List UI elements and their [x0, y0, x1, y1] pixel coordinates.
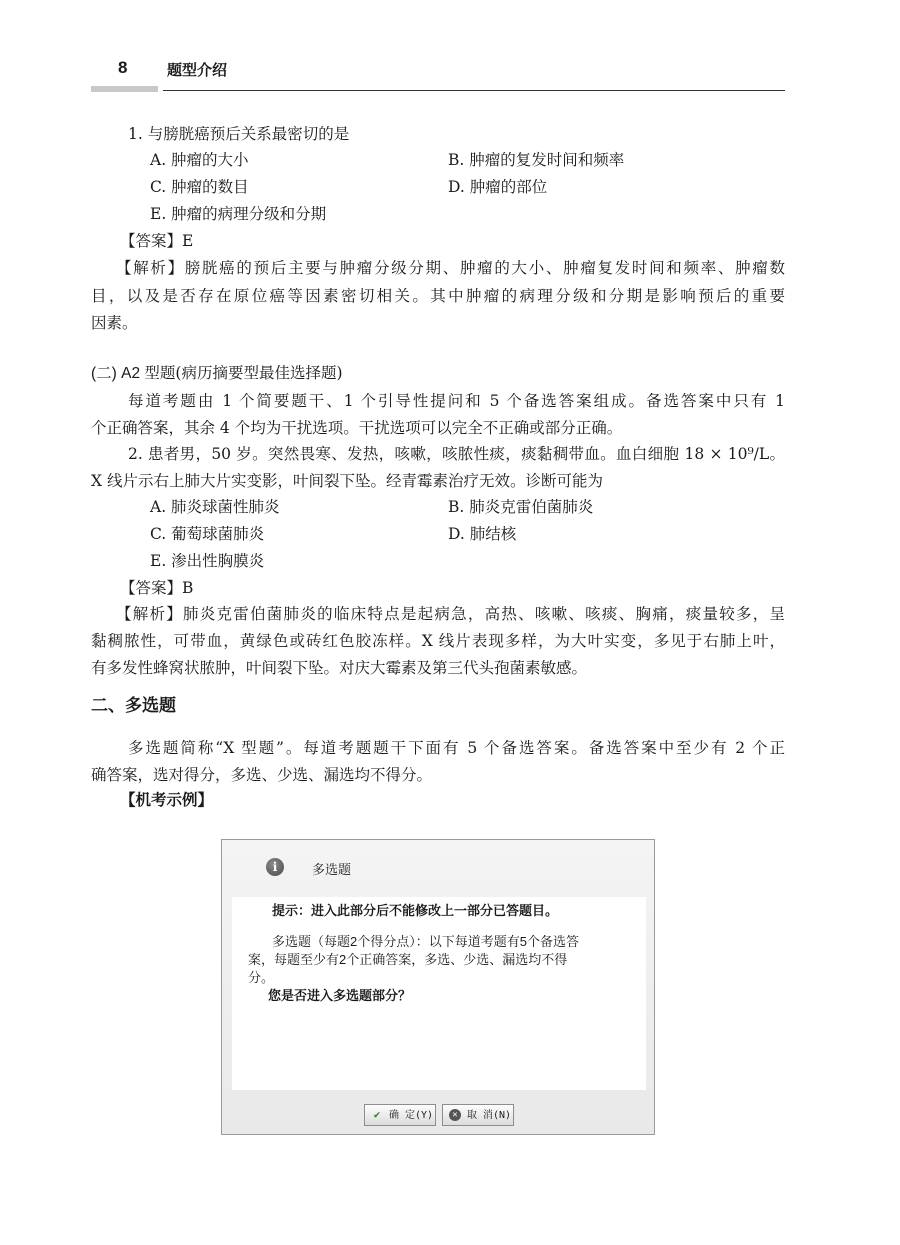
q1-analysis-line: 【解析】膀胱癌的预后主要与肿瘤分级分期、肿瘤的大小、肿瘤复发时间和频率、肿瘤数 [116, 259, 785, 277]
q1-option-d: D. 肿瘤的部位 [448, 178, 548, 196]
q2-option-a: A. 肺炎球菌性肺炎 [150, 498, 280, 516]
chapter-title: 题型介绍 [167, 62, 228, 79]
q1-analysis-line: 因素。 [91, 314, 138, 332]
cancel-icon: ✕ [449, 1109, 461, 1121]
dialog-desc-line: 多选题（每题2个得分点）：以下每道考题有5个备选答 [272, 934, 579, 949]
a2-heading-prefix: (二) A2 型题 [91, 365, 176, 382]
info-icon: i [266, 858, 284, 876]
a2-heading [91, 363, 343, 384]
check-icon: ✔ [373, 1108, 381, 1121]
q1-stem: 1. 与膀胱癌预后关系最密切的是 [128, 125, 350, 143]
a2-intro-line: 每道考题由 1 个简要题干、1 个引导性提问和 5 个备选答案组成。备选答案中只有 1 [128, 392, 785, 410]
section2-intro-line: 多选题简称“X 型题”。每道考题题干下面有 5 个备选答案。备选答案中至少有 2 个正 [128, 739, 785, 757]
cancel-button[interactable] [442, 1104, 514, 1126]
a2-heading-suffix: (病历摘要型最佳选择题) [175, 364, 343, 382]
q1-analysis-line: 目，以及是否存在原位癌等因素密切相关。其中肿瘤的病理分级和分期是影响预后的重要 [91, 287, 785, 305]
a2-intro-line: 个正确答案，其余 4 个均为干扰选项。干扰选项可以完全不正确或部分正确。 [91, 419, 623, 437]
q1-option-c: C. 肿瘤的数目 [150, 178, 249, 196]
dialog-body [232, 897, 646, 1090]
q2-option-d: D. 肺结核 [448, 525, 517, 543]
example-label: 【机考示例】 [120, 792, 214, 809]
q2-answer: 【答案】B [120, 579, 194, 597]
dialog-desc-line: 案，每题至少有2个正确答案，多选、少选、漏选均不得 [248, 952, 568, 967]
header-rule [163, 90, 785, 91]
q2-stem-line: 2. 患者男，50 岁。突然畏寒、发热，咳嗽，咳脓性痰，痰黏稠带血。血白细胞 18 × 10⁹/L。 [128, 445, 785, 463]
dialog-title: 多选题 [312, 862, 352, 877]
q2-analysis-line: 黏稠脓性，可带血，黄绿色或砖红色胶冻样。X 线片表现多样，为大叶实变，多见于右肺上叶， [91, 632, 785, 650]
q1-answer: 【答案】E [120, 232, 194, 250]
q1-option-a: A. 肿瘤的大小 [150, 151, 249, 169]
page-number: 8 [118, 58, 128, 77]
q2-analysis-line: 【解析】肺炎克雷伯菌肺炎的临床特点是起病急，高热、咳嗽、咳痰、胸痛，痰量较多，呈 [116, 605, 785, 623]
q1-option-e: E. 肿瘤的病理分级和分期 [150, 205, 327, 223]
q2-stem-line: X 线片示右上肺大片实变影，叶间裂下坠。经青霉素治疗无效。诊断可能为 [91, 472, 603, 490]
q1-option-b: B. 肿瘤的复发时间和频率 [448, 151, 625, 169]
q2-analysis-line: 有多发性蜂窝状脓肿，叶间裂下坠。对庆大霉素及第三代头孢菌素敏感。 [91, 659, 588, 677]
multi-select-dialog [221, 839, 655, 1135]
dialog-desc-line: 分。 [248, 970, 275, 985]
q2-option-c: C. 葡萄球菌肺炎 [150, 525, 265, 543]
header-bar [91, 86, 158, 92]
section2-intro-line: 确答案，选对得分，多选、少选、漏选均不得分。 [91, 766, 433, 784]
cancel-button-label: 取 消(N) [467, 1110, 512, 1121]
q2-option-b: B. 肺炎克雷伯菌肺炎 [448, 498, 594, 516]
dialog-hint: 提示：进入此部分后不能修改上一部分已答题目。 [272, 903, 559, 918]
dialog-question: 您是否进入多选题部分？ [268, 988, 412, 1003]
ok-button[interactable] [364, 1104, 436, 1126]
ok-button-label: 确 定(Y) [389, 1110, 434, 1121]
q2-option-e: E. 渗出性胸膜炎 [150, 552, 265, 570]
section-heading: 二、多选题 [91, 696, 176, 715]
